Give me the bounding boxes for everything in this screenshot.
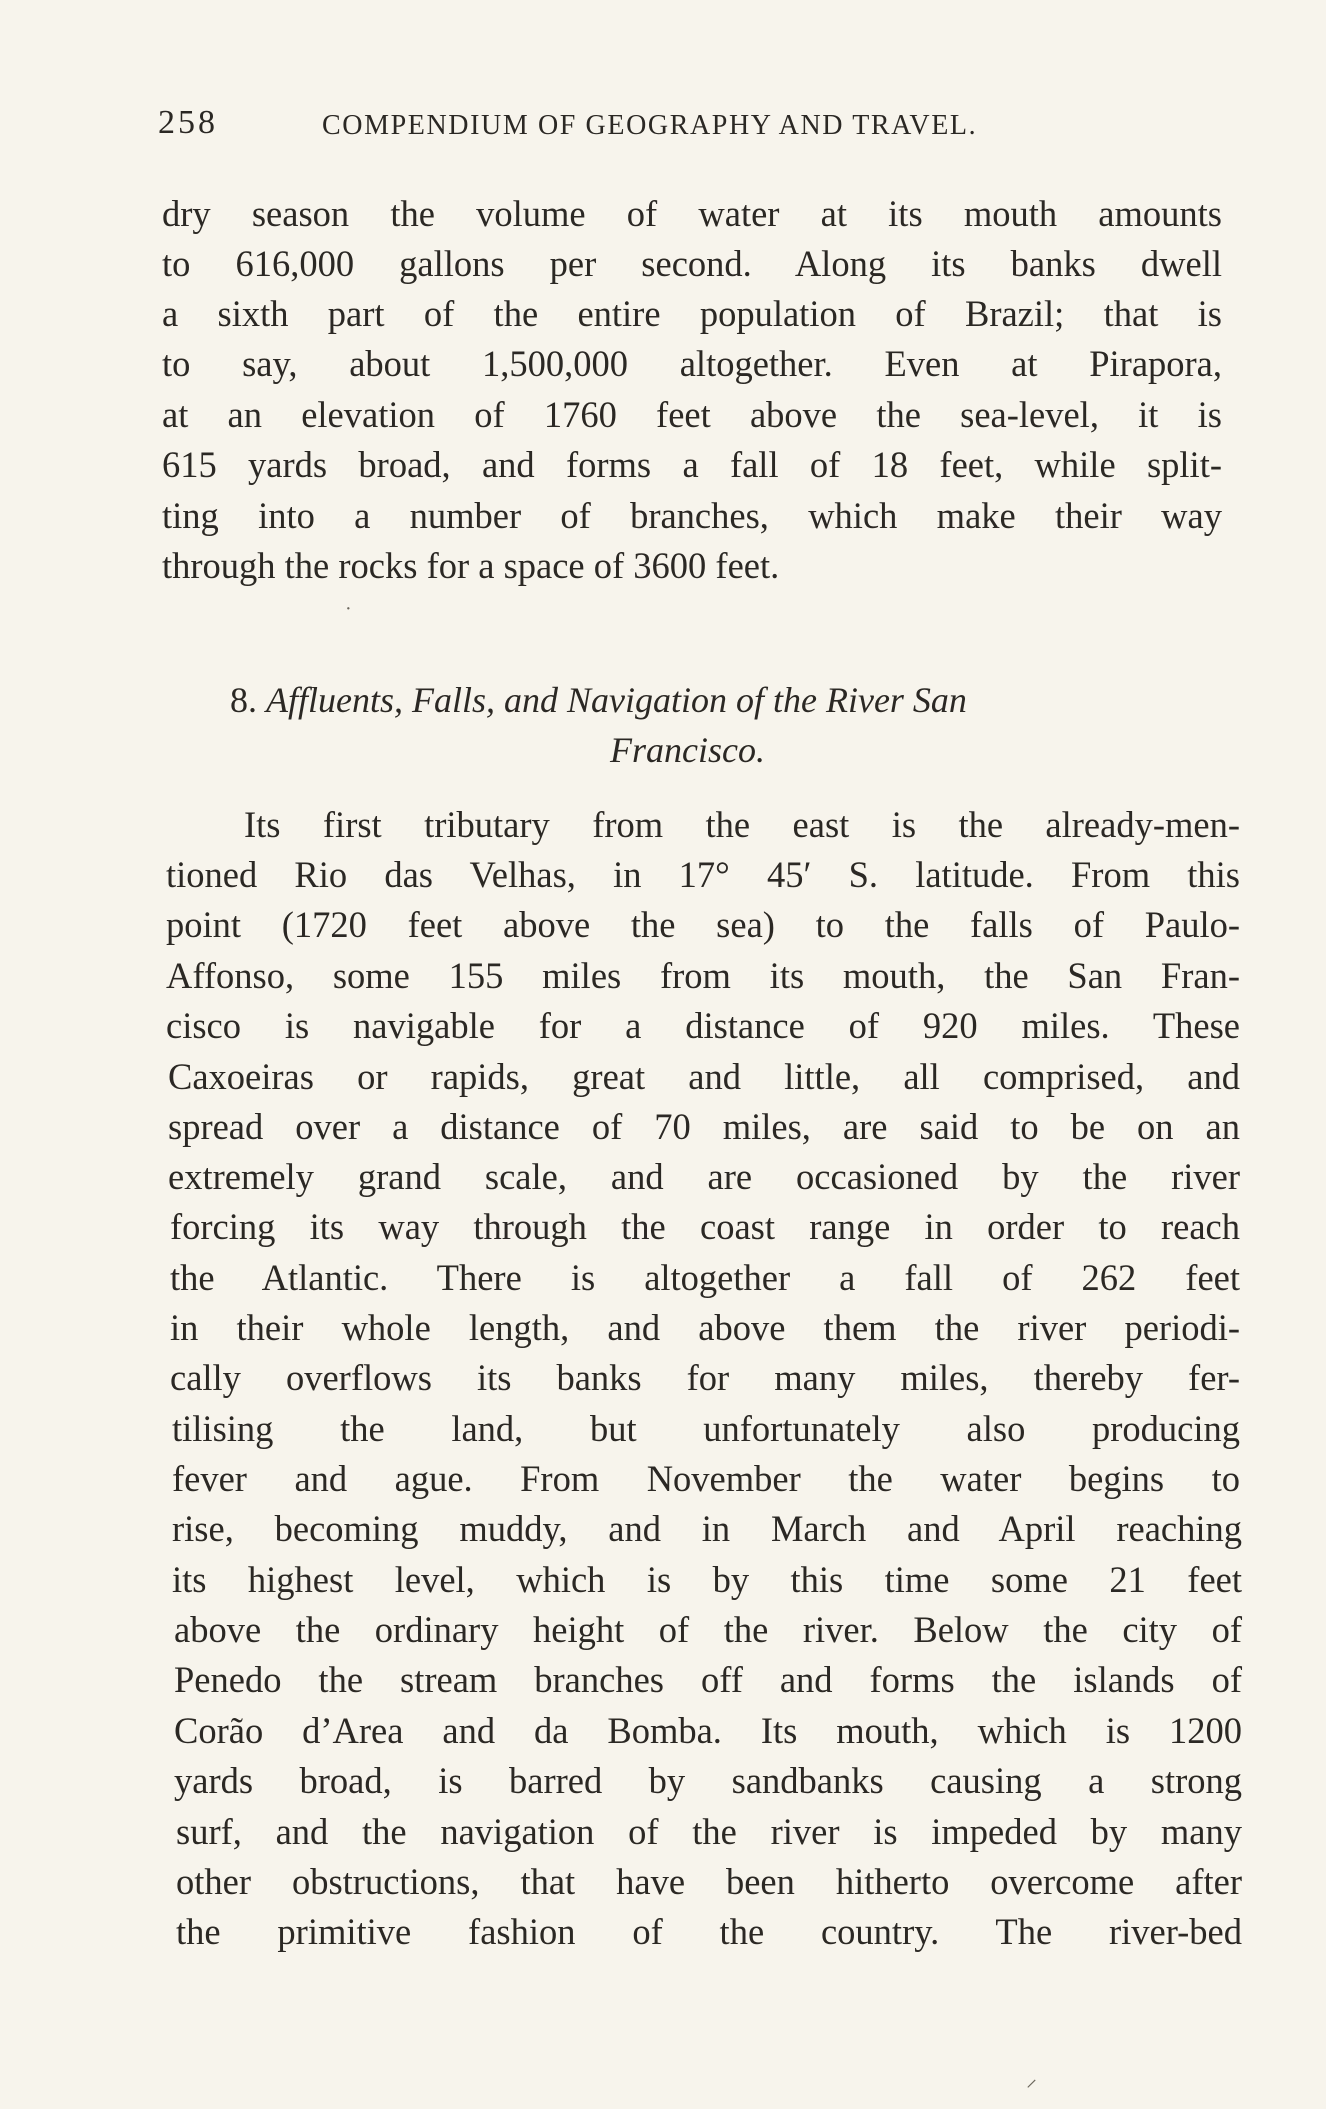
paragraph-2-line: yards broad, is barred by sandbanks causing a strong <box>174 1760 1242 1801</box>
paragraph-2-line: spread over a distance of 70 miles, are said to be on an <box>168 1106 1240 1147</box>
section-title-line-1: Affluents, Falls, and Navigation of the River San <box>266 680 967 720</box>
paragraph-1-line: through the rocks for a space of 3600 feet. <box>162 545 780 586</box>
paragraph-2-line: above the ordinary height of the river. Below the city of <box>174 1609 1242 1650</box>
paragraph-2-line: Affonso, some 155 miles from its mouth, the San Fran- <box>166 955 1240 996</box>
paragraph-2-line: Its first tributary from the east is the already-men- <box>244 804 1240 845</box>
paragraph-2-line: other obstructions, that have been hitherto overcome after <box>176 1861 1242 1902</box>
paragraph-1-line: ting into a number of branches, which make their way <box>162 495 1222 536</box>
paragraph-2-line: extremely grand scale, and are occasioned by the river <box>168 1156 1240 1197</box>
page-number: 258 <box>158 104 218 141</box>
paragraph-2-line: in their whole length, and above them the river periodi- <box>170 1307 1240 1348</box>
paragraph-2-line: Penedo the stream branches off and forms the islands of <box>174 1659 1242 1700</box>
paragraph-2-line: fever and ague. From November the water begins to <box>172 1458 1240 1499</box>
paragraph-2-line: its highest level, which is by this time some 21 feet <box>172 1559 1242 1600</box>
paragraph-1-line: dry season the volume of water at its mouth amounts <box>162 193 1222 234</box>
paragraph-2-line: tilising the land, but unfortunately also producing <box>172 1408 1240 1449</box>
paragraph-2-line: surf, and the navigation of the river is impeded by many <box>176 1811 1242 1852</box>
paragraph-2-line: forcing its way through the coast range in order to reach <box>170 1206 1240 1247</box>
running-title: COMPENDIUM OF GEOGRAPHY AND TRAVEL. <box>322 110 978 141</box>
paragraph-2-line: point (1720 feet above the sea) to the falls of Paulo- <box>166 904 1240 945</box>
paragraph-2-line: cally overflows its banks for many miles, thereby fer- <box>170 1357 1240 1398</box>
running-head <box>158 104 1158 144</box>
paragraph-1-line: to say, about 1,500,000 altogether. Even at Pirapora, <box>162 343 1222 384</box>
paragraph-2-line: Corão d’Area and da Bomba. Its mouth, which is 1200 <box>174 1710 1242 1751</box>
paragraph-1-line: 615 yards broad, and forms a fall of 18 feet, while split- <box>162 444 1222 485</box>
paragraph-2-line: rise, becoming muddy, and in March and April reaching <box>172 1508 1242 1549</box>
print-speck: · <box>345 598 352 620</box>
section-title-line-2: Francisco. <box>610 730 765 770</box>
section-number: 8. <box>230 680 257 720</box>
paragraph-2-line: tioned Rio das Velhas, in 17° 45′ S. latitude. From this <box>166 854 1240 895</box>
print-speck: ⸝ <box>1026 2066 1038 2091</box>
paragraph-2-line: the Atlantic. There is altogether a fall of 262 feet <box>170 1257 1240 1298</box>
paragraph-1-line: a sixth part of the entire population of Brazil; that is <box>162 293 1222 334</box>
paragraph-1-line: to 616,000 gallons per second. Along its banks dwell <box>162 243 1222 284</box>
section-heading <box>230 678 967 722</box>
paragraph-2-line: the primitive fashion of the country. The river-bed <box>176 1911 1242 1952</box>
paragraph-2-line: cisco is navigable for a distance of 920 miles. These <box>166 1005 1240 1046</box>
paragraph-1-line: at an elevation of 1760 feet above the sea-level, it is <box>162 394 1222 435</box>
paragraph-2-line: Caxoeiras or rapids, great and little, all comprised, and <box>168 1056 1240 1097</box>
